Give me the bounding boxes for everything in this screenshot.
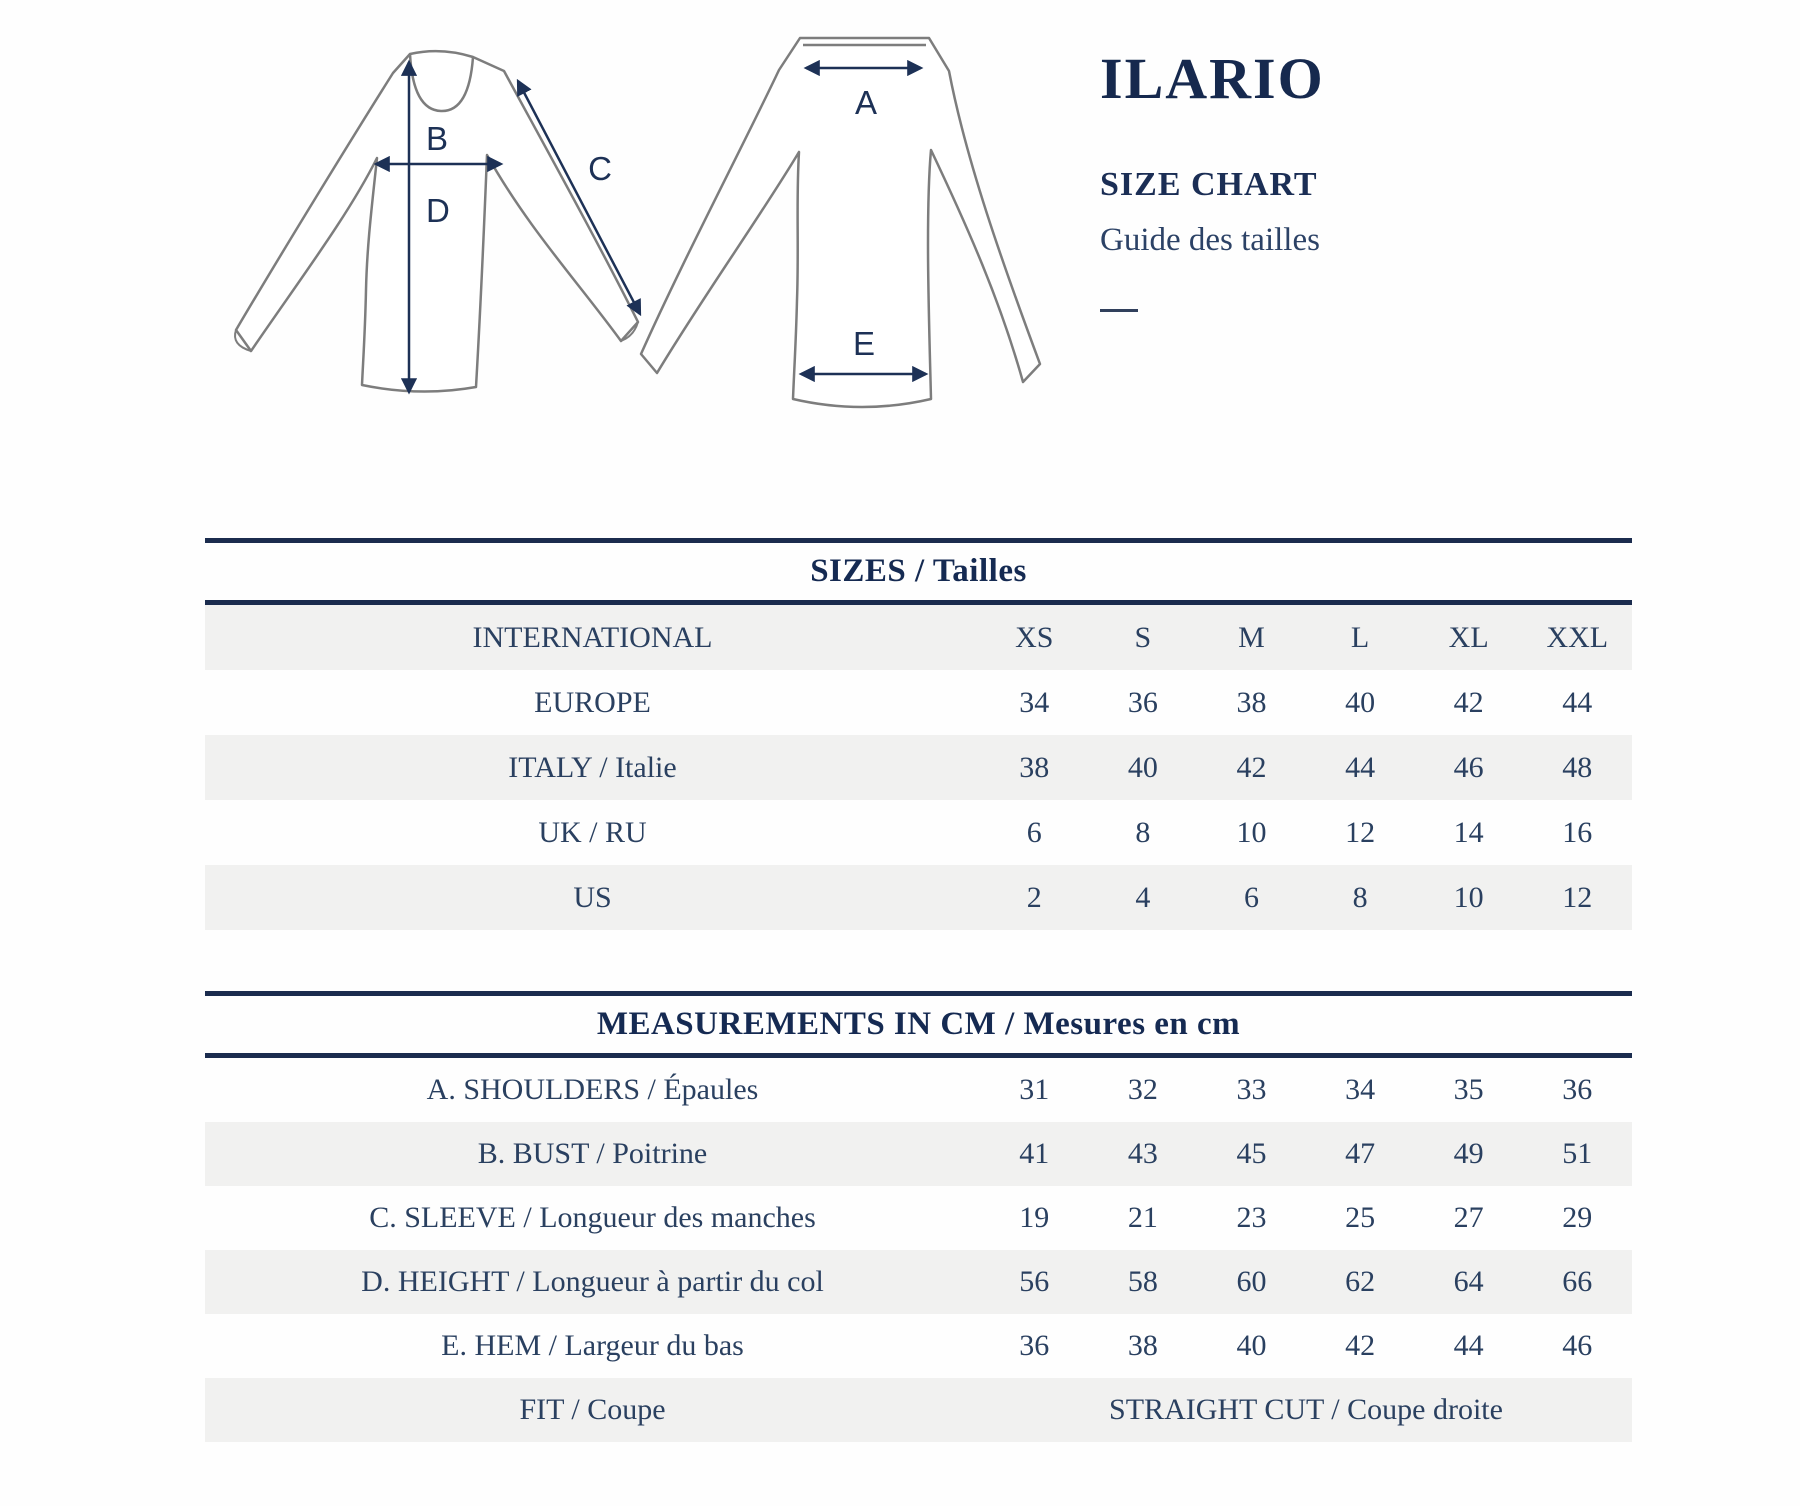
row-value: 38 <box>1236 685 1267 719</box>
table-row <box>205 1378 1632 1442</box>
table-row <box>205 1122 1632 1186</box>
row-value: 64 <box>1453 1265 1484 1298</box>
row-value: 40 <box>1345 685 1376 719</box>
measure-label-B: B <box>425 120 449 157</box>
table-row <box>205 1250 1632 1314</box>
row-value: 42 <box>1236 750 1267 784</box>
row-value: 43 <box>1127 1137 1158 1170</box>
row-value: 40 <box>1236 1329 1267 1362</box>
row-label: A. SHOULDERS / Épaules <box>426 1073 759 1106</box>
row-value: 29 <box>1562 1201 1593 1234</box>
row-value: 60 <box>1236 1265 1267 1298</box>
row-value: L <box>1350 620 1370 654</box>
measurements-table-title: MEASUREMENTS IN CM / Mesures en cm <box>205 991 1632 1058</box>
table-row <box>205 735 1632 800</box>
row-value: 42 <box>1345 1329 1376 1362</box>
row-value: 41 <box>1019 1137 1050 1170</box>
row-value: 16 <box>1562 815 1593 849</box>
row-value: 35 <box>1453 1073 1484 1106</box>
back-garment <box>641 38 1040 407</box>
row-value: 21 <box>1127 1201 1158 1234</box>
row-value: 14 <box>1453 815 1484 849</box>
row-value: 12 <box>1562 880 1593 914</box>
brand-title: ILARIO <box>1100 46 1325 111</box>
front-garment <box>235 51 640 392</box>
row-value: 51 <box>1562 1137 1593 1170</box>
row-value: 47 <box>1345 1137 1376 1170</box>
sizes-table <box>205 538 1632 930</box>
row-value: 31 <box>1019 1073 1050 1106</box>
row-value: XXL <box>1546 620 1609 654</box>
row-value: 36 <box>1127 685 1158 719</box>
row-label: D. HEIGHT / Longueur à partir du col <box>361 1265 824 1298</box>
row-value: 6 <box>1026 815 1042 849</box>
row-label: UK / RU <box>538 815 647 849</box>
divider-dash <box>1100 309 1138 312</box>
table-row <box>205 865 1632 930</box>
row-value: 33 <box>1236 1073 1267 1106</box>
row-span-value: STRAIGHT CUT / Coupe droite <box>1109 1393 1503 1426</box>
table-row <box>205 605 1632 670</box>
table-row <box>205 1186 1632 1250</box>
back-garment-outline <box>641 38 1040 407</box>
row-value: XS <box>1015 620 1054 654</box>
row-value: M <box>1238 620 1265 654</box>
sizes-table-title: SIZES / Tailles <box>205 538 1632 605</box>
measurements-table-rows <box>205 1058 1632 1442</box>
table-row <box>205 800 1632 865</box>
row-value: 34 <box>1345 1073 1376 1106</box>
row-label: E. HEM / Largeur du bas <box>441 1329 744 1362</box>
row-value: 25 <box>1345 1201 1376 1234</box>
measure-label-D: D <box>426 192 450 229</box>
row-value: 8 <box>1352 880 1368 914</box>
sizes-table-rows <box>205 605 1632 930</box>
table-row <box>205 1058 1632 1122</box>
row-value: 19 <box>1019 1201 1050 1234</box>
row-label: B. BUST / Poitrine <box>477 1137 708 1170</box>
row-value: 10 <box>1236 815 1267 849</box>
size-chart-heading-fr: Guide des tailles <box>1100 222 1320 258</box>
row-label: US <box>573 880 612 914</box>
row-value: 23 <box>1236 1201 1267 1234</box>
row-label: FIT / Coupe <box>519 1393 666 1426</box>
row-value: 44 <box>1562 685 1593 719</box>
row-value: 10 <box>1453 880 1484 914</box>
row-value: 2 <box>1026 880 1042 914</box>
row-value: 38 <box>1127 1329 1158 1362</box>
measurements-table <box>205 991 1632 1442</box>
table-row <box>205 670 1632 735</box>
row-value: 58 <box>1127 1265 1158 1298</box>
row-value: 46 <box>1562 1329 1593 1362</box>
row-value: 6 <box>1243 880 1259 914</box>
row-value: 49 <box>1453 1137 1484 1170</box>
row-value: 4 <box>1135 880 1151 914</box>
row-label: C. SLEEVE / Longueur des manches <box>369 1201 816 1234</box>
size-chart-heading: SIZE CHART <box>1100 166 1318 203</box>
row-label: ITALY / Italie <box>508 750 677 784</box>
row-value: 32 <box>1127 1073 1158 1106</box>
row-value: 8 <box>1135 815 1151 849</box>
row-value: 38 <box>1019 750 1050 784</box>
row-value: 46 <box>1453 750 1484 784</box>
row-value: 27 <box>1453 1201 1484 1234</box>
brand-block <box>1100 46 1520 312</box>
measure-label-E: E <box>852 325 876 362</box>
row-label: INTERNATIONAL <box>472 620 713 654</box>
garment-measurement-diagram <box>0 0 1800 440</box>
row-value: 36 <box>1562 1073 1593 1106</box>
row-value: 42 <box>1453 685 1484 719</box>
row-value: XL <box>1448 620 1489 654</box>
row-value: 56 <box>1019 1265 1050 1298</box>
table-row <box>205 1314 1632 1378</box>
row-value: 48 <box>1562 750 1593 784</box>
row-label: EUROPE <box>534 685 651 719</box>
measure-label-A: A <box>854 84 878 121</box>
row-value: 44 <box>1345 750 1376 784</box>
row-value: 62 <box>1345 1265 1376 1298</box>
row-value: 36 <box>1019 1329 1050 1362</box>
row-value: 45 <box>1236 1137 1267 1170</box>
row-value: 34 <box>1019 685 1050 719</box>
row-value: 12 <box>1345 815 1376 849</box>
row-value: 40 <box>1127 750 1158 784</box>
row-value: S <box>1134 620 1152 654</box>
row-value: 44 <box>1453 1329 1484 1362</box>
measure-label-C: C <box>588 150 612 187</box>
row-value: 66 <box>1562 1265 1593 1298</box>
